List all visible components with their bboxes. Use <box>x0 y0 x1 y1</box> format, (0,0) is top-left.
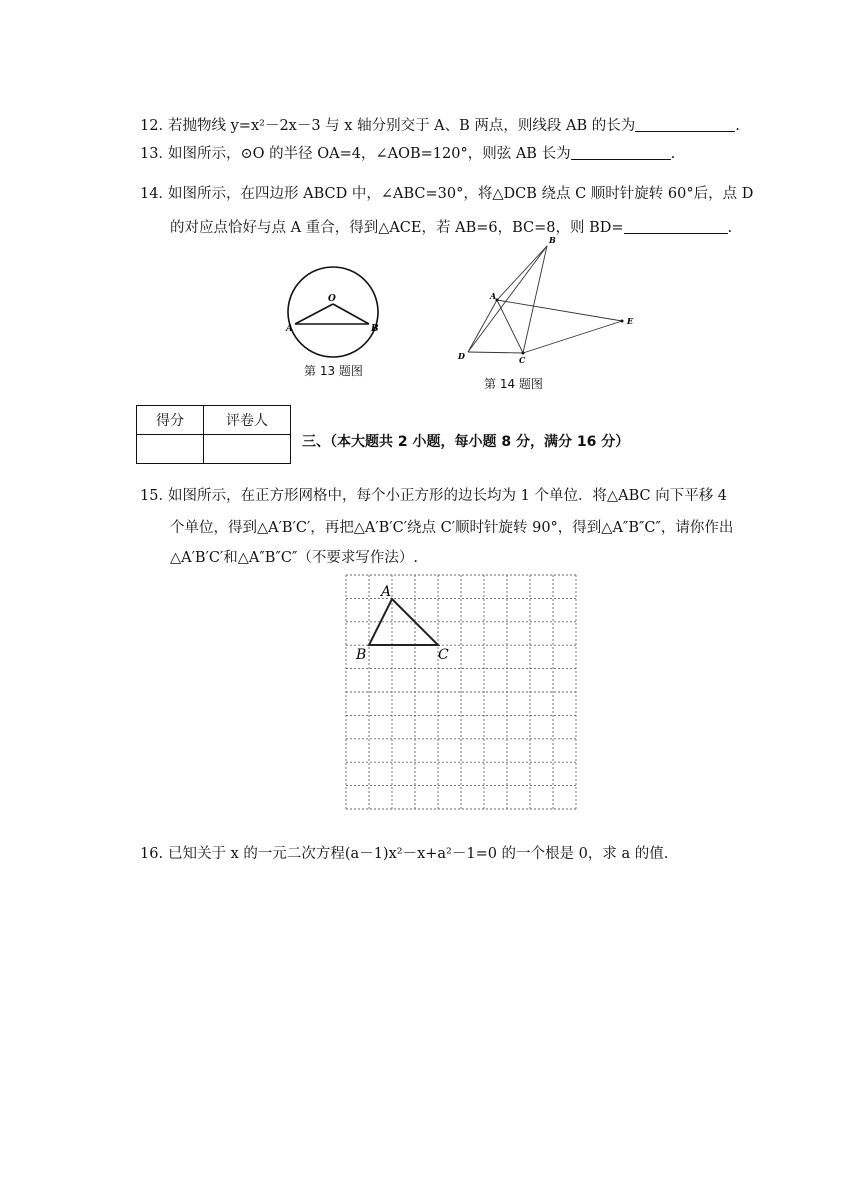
question-text: 个单位，得到△A′B′C′，再把△A′B′C′绕点 C′顺时针旋转 90°，得到△A″B″C″，请你作出 <box>170 520 734 536</box>
score-table <box>136 405 291 464</box>
label-a: A <box>286 324 293 334</box>
figure-13-circle-diagram <box>280 258 390 368</box>
question-number: 14． <box>140 186 173 202</box>
answer-blank[interactable] <box>635 117 735 132</box>
label-d: D <box>458 351 465 361</box>
radius-ob <box>333 304 369 324</box>
question-15-line2 <box>170 516 733 537</box>
question-text: △A′B′C′和△A″B″C″（不要求写作法）. <box>170 550 418 566</box>
question-12: 12．若抛物线 y=x²－2x－3 与 x 轴分别交于 A、B 两点，则线段 AB 的长为 . <box>140 114 740 135</box>
question-number: 16. <box>140 846 164 862</box>
question-number: 15． <box>140 488 173 504</box>
label-c: C <box>438 647 449 663</box>
question-14-line1 <box>140 182 753 203</box>
grader-cell[interactable] <box>204 435 291 464</box>
label-c: C <box>519 355 526 365</box>
figure-14-caption: 第 14 题图 <box>484 377 543 391</box>
question-13: 13．如图所示，⊙O 的半径 OA=4，∠AOB=120°，则弦 AB 长为 . <box>140 142 675 163</box>
label-o: O <box>328 294 336 304</box>
question-14-line2: 的对应点恰好与点 A 重合，得到△ACE，若 AB=6，BC=8，则 BD= . <box>170 220 733 236</box>
question-text: 已知关于 x 的一元二次方程(a－1)x²－x+a²－1=0 的一个根是 0，求 a 的值. <box>168 846 669 862</box>
question-15-grid <box>346 575 578 811</box>
question-text: 如图所示，在正方形网格中，每个小正方形的边长均为 1 个单位．将△ABC 向下平移 4 <box>168 488 728 504</box>
section-3-heading: 三、（本大题共 2 小题，每小题 8 分，满分 16 分） <box>302 434 630 450</box>
question-15-line3 <box>170 546 418 567</box>
radius-oa <box>295 304 333 324</box>
label-e: E <box>627 316 634 326</box>
question-number: 12． <box>140 118 173 134</box>
label-b: B <box>356 647 367 663</box>
question-15-line1 <box>140 484 727 505</box>
score-cell[interactable] <box>137 435 204 464</box>
question-text: 若抛物线 y=x²－2x－3 与 x 轴分别交于 A、B 两点，则线段 AB 的长为 <box>168 118 636 134</box>
circle-o <box>288 267 378 357</box>
score-header: 得分 <box>137 406 204 435</box>
label-b: B <box>371 324 379 334</box>
question-text: 如图所示，在四边形 ABCD 中，∠ABC=30°，将△DCB 绕点 C 顺时针旋转 60°后，点 D <box>168 186 754 202</box>
question-text: 的对应点恰好与点 A 重合，得到△ACE，若 AB=6，BC=8，则 BD= <box>170 220 624 236</box>
question-text: 如图所示，⊙O 的半径 OA=4，∠AOB=120°，则弦 AB 长为 <box>168 146 571 162</box>
label-b: B <box>549 235 556 245</box>
answer-blank[interactable] <box>571 145 671 160</box>
grader-header: 评卷人 <box>204 406 291 435</box>
label-a: A <box>490 291 497 301</box>
question-number: 13． <box>140 146 173 162</box>
question-16 <box>140 842 668 863</box>
label-a: A <box>381 584 392 600</box>
figure-14-quadrilateral-diagram <box>455 232 645 367</box>
figure-13-caption: 第 13 题图 <box>304 364 363 378</box>
